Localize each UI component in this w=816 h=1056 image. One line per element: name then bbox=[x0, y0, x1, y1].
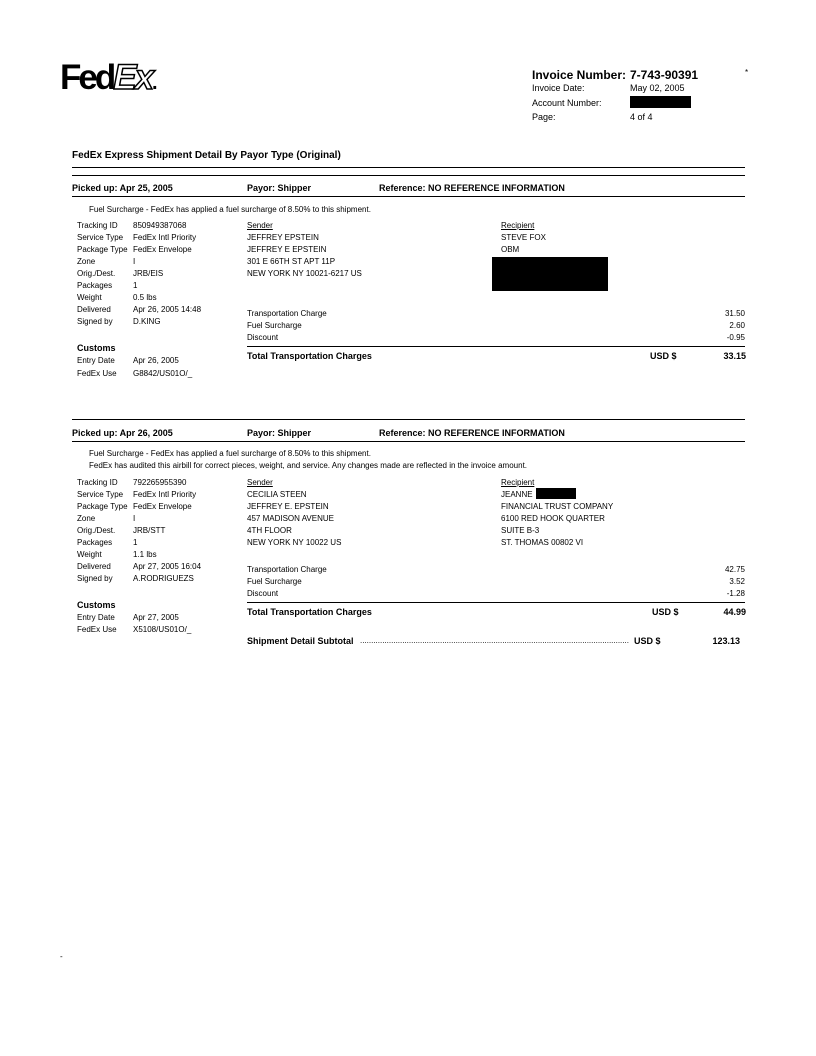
tracking-id: 792265955390 bbox=[133, 478, 187, 487]
total-amount: 33.15 bbox=[723, 351, 746, 361]
total-currency: USD $ bbox=[652, 607, 679, 617]
packages: 1 bbox=[133, 281, 138, 290]
shipment-note: Fuel Surcharge - FedEx has applied a fuel surcharge of 8.50% to this shipment. bbox=[89, 205, 371, 214]
logo-ex-text: Ex bbox=[113, 58, 153, 97]
subtotal-currency: USD $ bbox=[634, 636, 661, 646]
shipment-header-rule bbox=[72, 196, 745, 197]
charges-rule bbox=[247, 346, 745, 347]
sender-line: 4TH FLOOR bbox=[247, 526, 292, 535]
section-rule-top-1 bbox=[72, 175, 745, 176]
charge-amount: -1.28 bbox=[726, 589, 745, 598]
sender-line: NEW YORK NY 10021-6217 US bbox=[247, 269, 362, 278]
charge-label: Discount bbox=[247, 333, 279, 342]
detail-label: Weight bbox=[77, 293, 102, 302]
recipient-line: 6100 RED HOOK QUARTER bbox=[501, 514, 605, 523]
picked-up: Picked up: Apr 26, 2005 bbox=[72, 428, 173, 438]
sender-line: NEW YORK NY 10022 US bbox=[247, 538, 342, 547]
detail-label: Service Type bbox=[77, 490, 124, 499]
detail-label: Entry Date bbox=[77, 356, 115, 365]
detail-label: FedEx Use bbox=[77, 625, 117, 634]
fedex-logo bbox=[60, 60, 155, 101]
orig-dest: JRB/STT bbox=[133, 526, 166, 535]
subtotal-leader-dots: ......................................................................................................................... bbox=[360, 636, 629, 645]
detail-label: FedEx Use bbox=[77, 369, 117, 378]
detail-label: Signed by bbox=[77, 574, 113, 583]
sender-line: JEFFREY E. EPSTEIN bbox=[247, 502, 329, 511]
reference: Reference: NO REFERENCE INFORMATION bbox=[379, 183, 565, 193]
delivered: Apr 26, 2005 14:48 bbox=[133, 305, 202, 314]
detail-label: Weight bbox=[77, 550, 102, 559]
detail-label: Packages bbox=[77, 538, 113, 547]
invoice-date-label: Invoice Date: bbox=[532, 83, 585, 93]
detail-label: Service Type bbox=[77, 233, 124, 242]
logo-dot: . bbox=[152, 72, 155, 94]
charge-label: Fuel Surcharge bbox=[247, 577, 302, 586]
account-number-label: Account Number: bbox=[532, 98, 602, 108]
recipient-line: STEVE FOX bbox=[501, 233, 546, 242]
detail-label: Package Type bbox=[77, 502, 128, 511]
customs-heading: Customs bbox=[77, 343, 116, 353]
sender-heading: Sender bbox=[247, 478, 273, 487]
sender-line: 457 MADISON AVENUE bbox=[247, 514, 334, 523]
detail-label: Delivered bbox=[77, 562, 111, 571]
fedex-use: X5108/US01O/_ bbox=[133, 625, 192, 634]
total-label: Total Transportation Charges bbox=[247, 351, 372, 361]
charge-label: Discount bbox=[247, 589, 279, 598]
detail-label: Orig./Dest. bbox=[77, 269, 116, 278]
detail-label: Tracking ID bbox=[77, 478, 118, 487]
account-number-redaction bbox=[630, 96, 691, 108]
weight: 0.5 lbs bbox=[133, 293, 157, 302]
shipment-note: FedEx has audited this airbill for correct pieces, weight, and service. Any changes made are reflected in the invoice amount. bbox=[89, 461, 528, 470]
subtotal-label: Shipment Detail Subtotal bbox=[247, 636, 354, 646]
tracking-id: 850949387068 bbox=[133, 221, 187, 230]
title-rule bbox=[72, 167, 745, 168]
detail-label: Entry Date bbox=[77, 613, 115, 622]
recipient-redaction bbox=[492, 257, 608, 291]
recipient-heading: Recipient bbox=[501, 478, 535, 487]
charge-label: Transportation Charge bbox=[247, 309, 327, 318]
charge-label: Fuel Surcharge bbox=[247, 321, 302, 330]
recipient-line: SUITE B-3 bbox=[501, 526, 540, 535]
recipient-line: JEANNE bbox=[501, 490, 533, 499]
reference: Reference: NO REFERENCE INFORMATION bbox=[379, 428, 565, 438]
sender-line: JEFFREY EPSTEIN bbox=[247, 233, 319, 242]
page-label: Page: bbox=[532, 112, 556, 122]
charge-amount: 31.50 bbox=[724, 309, 745, 318]
invoice-number-label: Invoice Number: bbox=[532, 68, 627, 82]
recipient-line: ST. THOMAS 00802 VI bbox=[501, 538, 584, 547]
detail-label: Zone bbox=[77, 514, 96, 523]
signed-by: A.RODRIGUEZS bbox=[133, 574, 194, 583]
entry-date: Apr 27, 2005 bbox=[133, 613, 179, 622]
charge-amount: -0.95 bbox=[726, 333, 745, 342]
picked-up: Picked up: Apr 25, 2005 bbox=[72, 183, 173, 193]
charge-amount: 2.60 bbox=[729, 321, 745, 330]
total-label: Total Transportation Charges bbox=[247, 607, 372, 617]
detail-label: Signed by bbox=[77, 317, 113, 326]
detail-label: Zone bbox=[77, 257, 96, 266]
detail-label: Tracking ID bbox=[77, 221, 118, 230]
signed-by: D.KING bbox=[133, 317, 161, 326]
logo-fed-text: Fed bbox=[60, 58, 114, 97]
page-title: FedEx Express Shipment Detail By Payor Type (Original) bbox=[72, 150, 341, 161]
delivered: Apr 27, 2005 16:04 bbox=[133, 562, 202, 571]
payor: Payor: Shipper bbox=[247, 428, 312, 438]
package-type: FedEx Envelope bbox=[133, 502, 192, 511]
recipient-line: OBM bbox=[501, 245, 520, 254]
charge-label: Transportation Charge bbox=[247, 565, 327, 574]
orig-dest: JRB/EIS bbox=[133, 269, 164, 278]
invoice-number: 7-743-90391 bbox=[630, 68, 699, 82]
weight: 1.1 lbs bbox=[133, 550, 157, 559]
sender-line: 301 E 66TH ST APT 11P bbox=[247, 257, 336, 266]
package-type: FedEx Envelope bbox=[133, 245, 192, 254]
invoice-date: May 02, 2005 bbox=[630, 83, 685, 93]
bottom-left-mark: - bbox=[60, 952, 63, 961]
charge-amount: 42.75 bbox=[724, 565, 745, 574]
sender-heading: Sender bbox=[247, 221, 273, 230]
detail-label: Packages bbox=[77, 281, 113, 290]
top-right-mark: * bbox=[745, 68, 749, 77]
recipient-heading: Recipient bbox=[501, 221, 535, 230]
zone: I bbox=[133, 514, 136, 523]
zone: I bbox=[133, 257, 136, 266]
charge-amount: 3.52 bbox=[729, 577, 745, 586]
service-type: FedEx Intl Priority bbox=[133, 233, 197, 242]
recipient-line: FINANCIAL TRUST COMPANY bbox=[501, 502, 614, 511]
charges-rule bbox=[247, 602, 745, 603]
section-rule-top-2 bbox=[72, 419, 745, 420]
detail-label: Delivered bbox=[77, 305, 111, 314]
service-type: FedEx Intl Priority bbox=[133, 490, 197, 499]
detail-label: Orig./Dest. bbox=[77, 526, 116, 535]
subtotal-amount: 123.13 bbox=[712, 636, 740, 646]
page-number: 4 of 4 bbox=[630, 112, 653, 122]
shipment-note: Fuel Surcharge - FedEx has applied a fuel surcharge of 8.50% to this shipment. bbox=[89, 449, 371, 458]
packages: 1 bbox=[133, 538, 138, 547]
fedex-use: G8842/US01O/_ bbox=[133, 369, 193, 378]
recipient-name-redaction bbox=[536, 488, 576, 499]
shipment-header-rule bbox=[72, 441, 745, 442]
total-amount: 44.99 bbox=[723, 607, 746, 617]
detail-label: Package Type bbox=[77, 245, 128, 254]
customs-heading: Customs bbox=[77, 600, 116, 610]
sender-line: CECILIA STEEN bbox=[247, 490, 307, 499]
sender-line: JEFFREY E EPSTEIN bbox=[247, 245, 327, 254]
payor: Payor: Shipper bbox=[247, 183, 312, 193]
entry-date: Apr 26, 2005 bbox=[133, 356, 179, 365]
total-currency: USD $ bbox=[650, 351, 677, 361]
